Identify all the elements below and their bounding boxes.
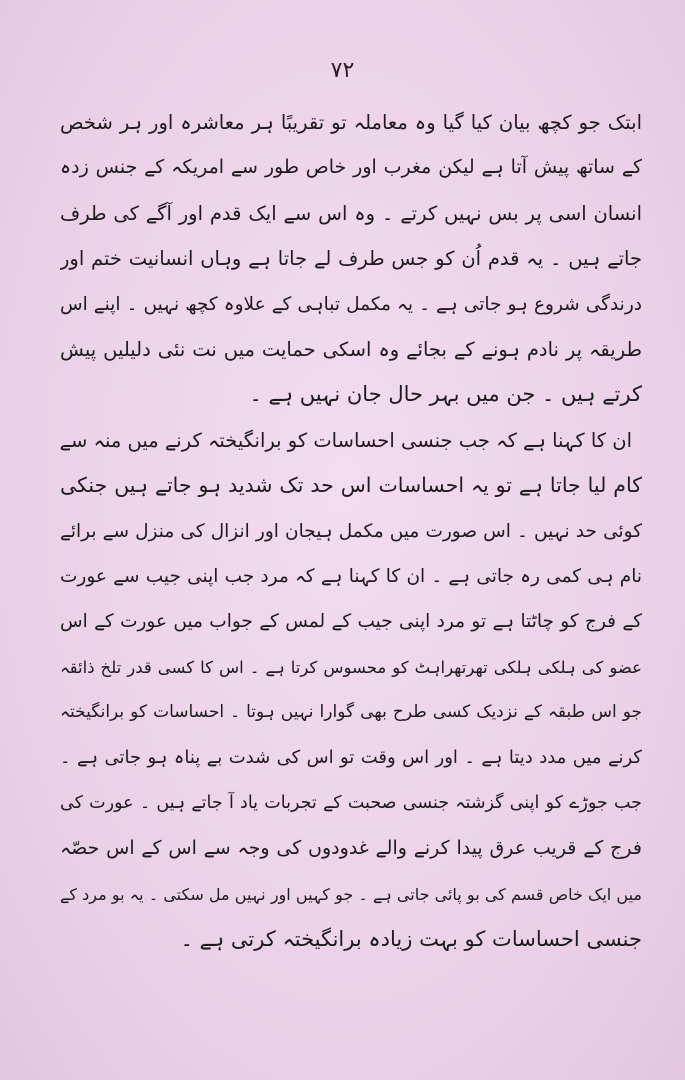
text-line: جاتے ہیں ۔ یہ قدم اُن کو جس طرف لے جاتا ہے وہاں انسانیت ختم اور	[60, 247, 642, 271]
text-line: فرج کے قریب عرق پیدا کرنے والے غدودوں کی وجہ سے اس کے اس حصّہ	[60, 837, 642, 860]
text-line: درندگی شروع ہو جاتی ہے ۔ یہ مکمل تباہی کے علاوہ کچھ نہیں ۔ اپنے اس	[60, 293, 642, 315]
text-line: کوئی حد نہیں ۔ اس صورت میں مکمل ہیجان اور انزال کی منزل سے برائے	[60, 520, 642, 542]
text-line: کام لیا جاتا ہے تو یہ احساسات اس حد تک شدید ہو جاتے ہیں جنکی	[60, 473, 642, 498]
text-line: کرنے میں مدد دیتا ہے ۔ اور اس وقت تو اس کی شدت بے پناہ ہو جاتی ہے ۔	[60, 747, 642, 769]
text-line: جب جوڑے کو اپنی گزشتہ جنسی صحبت کے تجربات یاد آ جاتے ہیں ۔ عورت کی	[60, 792, 642, 813]
text-line: میں ایک خاص قسم کی بو پائی جاتی ہے ۔ جو کہیں اور نہیں مل سکتی ۔ یہ بو مرد کے	[60, 884, 642, 904]
text-line: جو اس طبقہ کے نزدیک کسی طرح بھی گوارا نہیں ہوتا ۔ احساسات کو برانگیختہ	[60, 702, 642, 723]
text-line: کے ساتھ پیش آتا ہے لیکن مغرب اور خاص طور سے امریکہ کے جنس زدہ	[60, 156, 642, 179]
text-line: طریقہ پر نادم ہونے کے بجائے وہ اسکی حمایت میں نت نئی دلیلیں پیش	[60, 337, 642, 361]
text-line: ابتک جو کچھ بیان کیا گیا وہ معاملہ تو تقریبًا ہر معاشرہ اور ہر شخص	[60, 111, 642, 134]
page-number: ۷۲	[330, 58, 355, 83]
text-line: جنسی احساسات کو بہت زیادہ برانگیختہ کرتی ہے ۔	[180, 927, 642, 952]
text-line: انسان اسی پر بس نہیں کرتے ۔ وہ اس سے ایک قدم اور آگے کی طرف	[60, 201, 642, 225]
text-line: عضو کی ہلکی ہلکی تھرتھراہٹ کو محسوس کرتا ہے ۔ اس کا کسی قدر تلخ ذائقہ	[60, 657, 642, 677]
text-line: کے فرج کو چاٹتا ہے تو مرد اپنی جیب کے لمس کے جواب میں عورت کے اس	[60, 611, 642, 633]
text-line: ان کا کہنا ہے کہ جب جنسی احساسات کو برانگیختہ کرنے میں منہ سے	[60, 428, 632, 452]
text-line: کرتے ہیں ۔ جن میں بہر حال جان نہیں ہے ۔	[249, 382, 642, 407]
body-text	[60, 100, 642, 962]
text-line: نام ہی کمی رہ جاتی ہے ۔ ان کا کہنا ہے کہ مرد جب اپنی جیب سے عورت	[60, 565, 642, 587]
